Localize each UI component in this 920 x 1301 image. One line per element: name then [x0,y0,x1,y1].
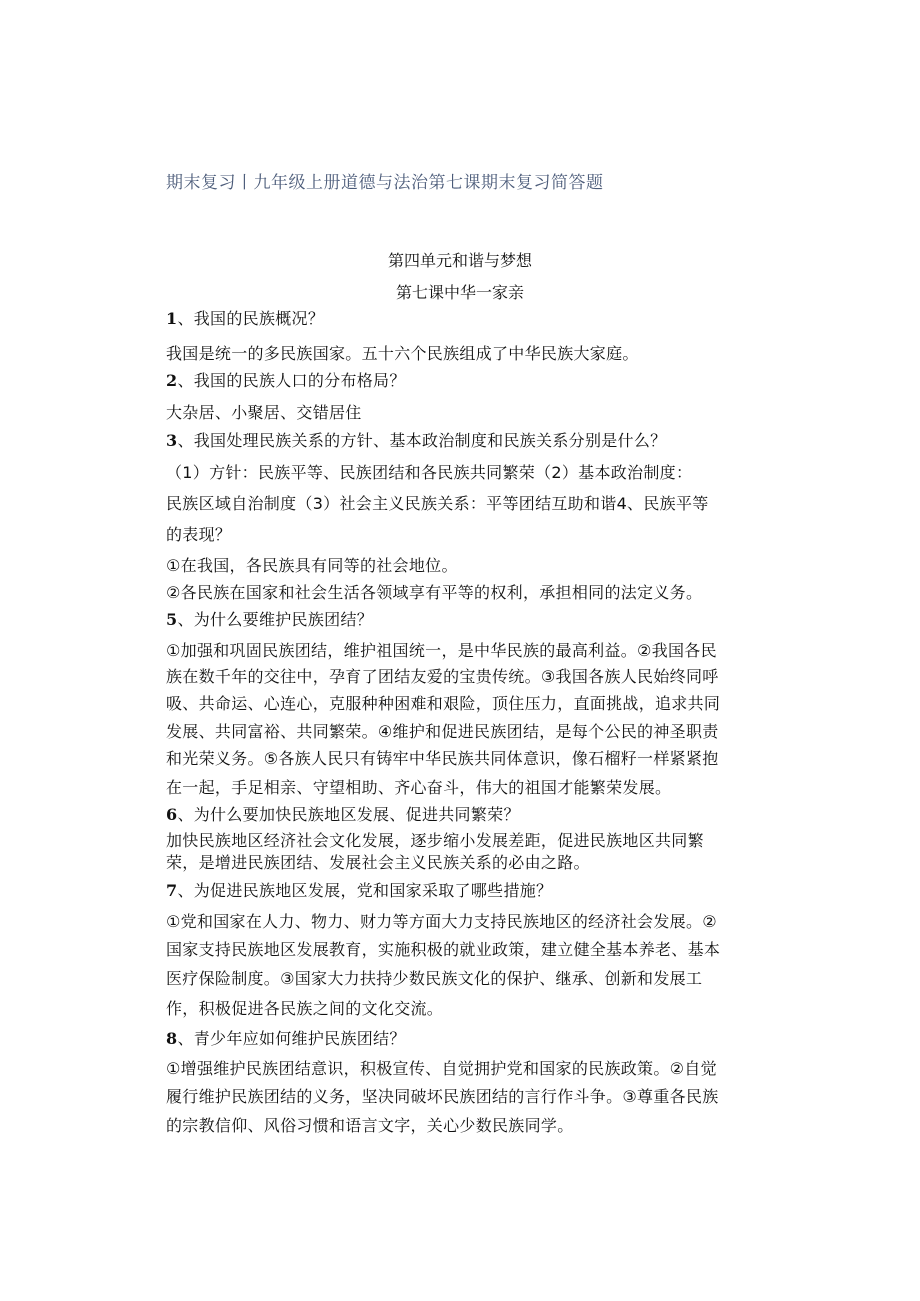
answer-line [166,909,717,932]
answer-text: ①在我国，各民族具有同等的社会地位。 [166,556,458,575]
answer-line [166,664,719,687]
answer-text: ①加强和巩固民族团结，维护祖国统一，是中华民族的最高利益。②我国各民 [166,641,717,660]
answer-line [166,966,702,989]
answer-text: 和光荣义务。⑤各族人民只有铸牢中华民族共同体意识，像石榴籽一样紧紧抱 [166,749,719,768]
answer-text: 荣，是增进民族团结、发展社会主义民族关系的必由之路。 [166,853,590,872]
answer-line [166,850,590,873]
answer-line [166,937,720,960]
document-title: 期末复习丨九年级上册道德与法治第七课期末复习简答题 [166,173,604,193]
answer-text: （1）方针：民族平等、民族团结和各民族共同繁荣（2）基本政治制度： [166,463,693,482]
answer-line [166,580,702,603]
answer-line [166,775,671,798]
answer-text: 发展、共同富裕、共同繁荣。④维护和促进民族团结，是每个公民的神圣职责 [166,722,719,741]
answer-text: 族在数千年的交往中，孕育了团结友爱的宝贵传统。③我国各族人民始终同呼 [166,667,719,686]
question-text: 、我国的民族人口的分布格局？ [177,371,406,390]
unit-heading: 第四单元和谐与梦想 [387,251,532,270]
answer-text: 国家支持民族地区发展教育，实施积极的就业政策，建立健全基本养老、基本 [166,940,721,959]
question-text: 、为什么要维护民族团结？ [177,610,374,629]
lesson-heading: 第七课中华一家亲 [395,283,524,302]
question-line [166,1026,406,1049]
question-number: 8 [166,1029,178,1048]
question-text: 、我国的民族概况？ [177,309,325,328]
question-line [166,428,666,451]
answer-line [166,638,717,661]
question-text: 、为促进民族地区发展，党和国家采取了哪些措施？ [177,881,553,900]
answer-line [166,522,231,545]
answer-line [166,460,692,483]
answer-text: 在一起，手足相亲、守望相助、齐心奋斗，伟大的祖国才能繁荣发展。 [166,778,672,797]
question-line [166,607,373,630]
answer-line [166,828,704,851]
question-text: 、我国处理民族关系的方针、基本政治制度和民族关系分别是什么？ [177,431,667,450]
question-text: 、青少年应如何维护民族团结？ [177,1029,406,1048]
question-number: 1 [166,309,178,328]
answer-line [166,719,719,742]
answer-line [166,400,362,423]
answer-text: 民族区域自治制度（3）社会主义民族关系：平等团结互助和谐4、民族平等 [166,494,709,513]
question-number: 3 [166,431,178,450]
question-line [166,368,406,391]
question-number: 5 [166,610,178,629]
answer-text: 吸、共命运、心连心，克服种种困难和艰险，顶住压力，直面挑战，追求共同 [166,694,721,713]
answer-text: 大杂居、小聚居、交错居住 [166,403,362,422]
question-number: 6 [166,805,178,824]
answer-text: 医疗保险制度。③国家大力扶持少数民族文化的保护、继承、创新和发展工 [166,969,703,988]
answer-line [166,996,443,1019]
answer-line [166,491,709,514]
answer-line [166,1113,574,1136]
answer-line [166,691,720,714]
answer-text: 加快民族地区经济社会文化发展，逐步缩小发展差距，促进民族地区共同繁 [166,831,704,850]
answer-text: ①党和国家在人力、物力、财力等方面大力支持民族地区的经济社会发展。② [166,912,717,931]
question-number: 7 [166,881,178,900]
answer-text: 的表现？ [166,525,232,544]
answer-line [166,341,639,364]
question-line [166,878,552,901]
answer-text: ②各民族在国家和社会生活各领域享有平等的权利，承担相同的法定义务。 [166,583,703,602]
answer-line [166,746,719,769]
answer-text: 的宗教信仰、风俗习惯和语言文字，关心少数民族同学。 [166,1116,574,1135]
question-line [166,802,520,825]
answer-line [166,553,458,576]
question-number: 2 [166,371,178,390]
answer-text: 我国是统一的多民族国家。五十六个民族组成了中华民族大家庭。 [166,344,639,363]
answer-text: ①增强维护民族团结意识，积极宣传、自觉拥护党和国家的民族政策。②自觉 [166,1059,717,1078]
question-line [166,306,324,329]
question-text: 、为什么要加快民族地区发展、促进共同繁荣？ [177,805,520,824]
answer-text: 作，积极促进各民族之间的文化交流。 [166,999,444,1018]
answer-line [166,1084,719,1107]
answer-text: 履行维护民族团结的义务，坚决同破坏民族团结的言行作斗争。③尊重各民族 [166,1087,719,1106]
answer-line [166,1056,717,1079]
